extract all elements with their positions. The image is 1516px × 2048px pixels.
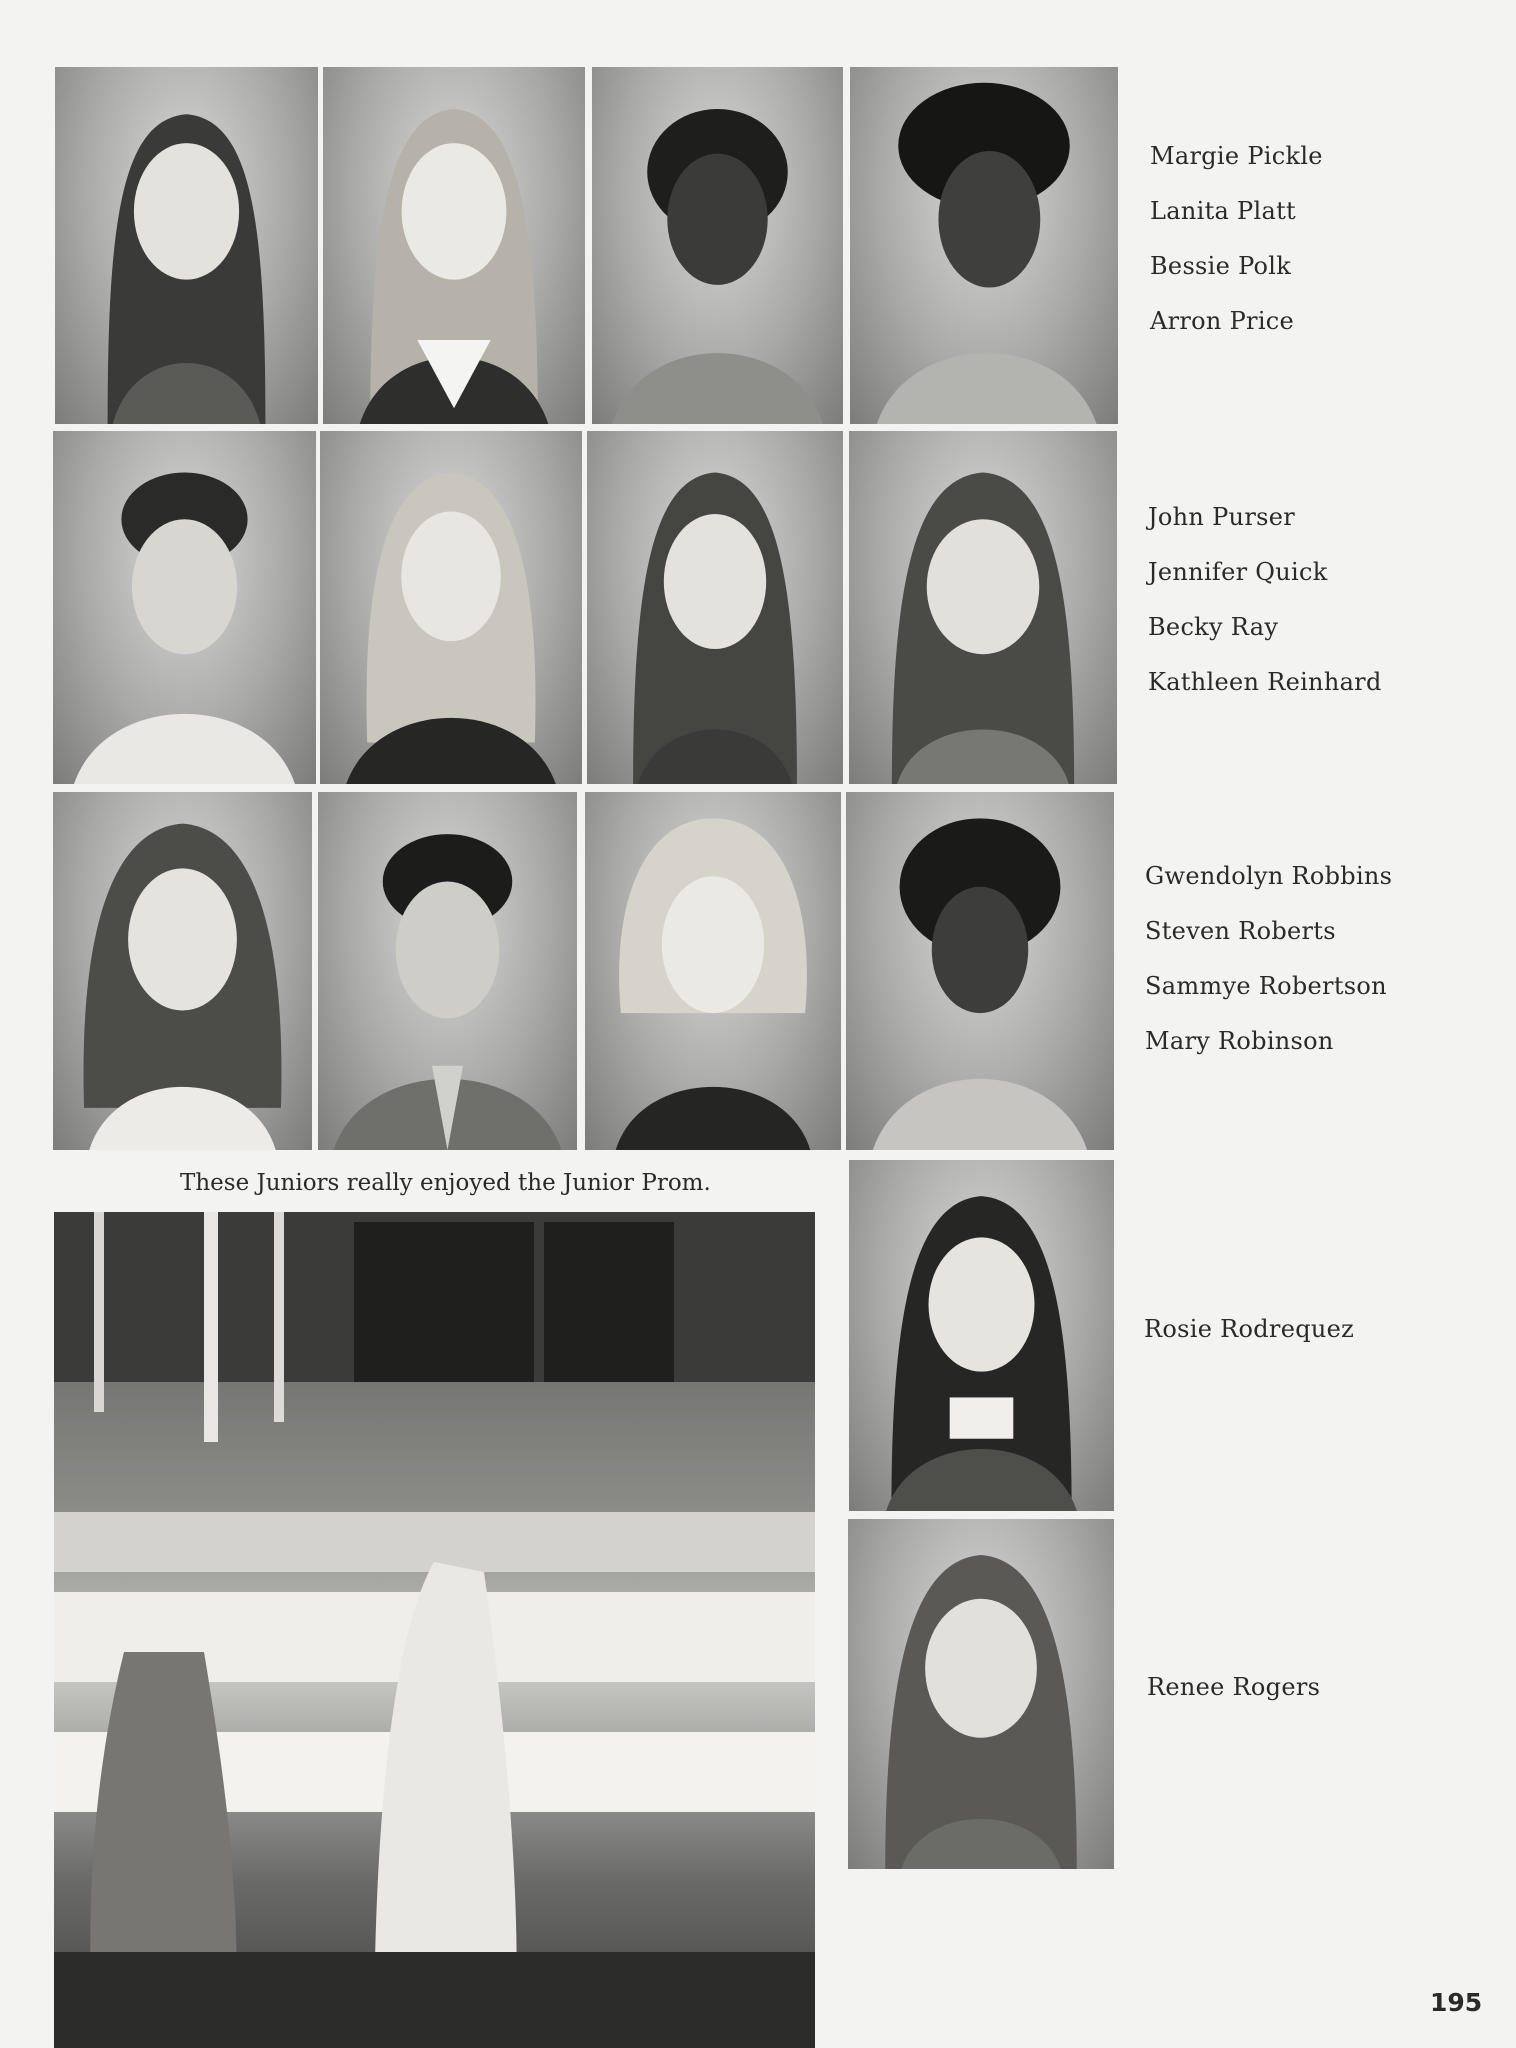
portrait-margie-pickle [55, 67, 318, 424]
name-single-rosie [1144, 1302, 1354, 1357]
name-lanita-platt: Lanita Platt [1150, 197, 1296, 225]
name-mary-robinson: Mary Robinson [1145, 1027, 1334, 1055]
name-list-row-1 [1150, 129, 1323, 349]
name-sammye-robertson: Sammye Robertson [1145, 972, 1387, 1000]
name-renee-rogers: Renee Rogers [1147, 1673, 1321, 1701]
portrait-arron-price [850, 67, 1118, 424]
name-bessie-polk: Bessie Polk [1150, 252, 1292, 280]
name-single-renee [1147, 1660, 1320, 1715]
portrait-rosie-rodrequez [849, 1160, 1114, 1511]
page-number: 195 [1430, 1988, 1483, 2017]
portrait-gwendolyn-robbins [53, 792, 312, 1150]
name-becky-ray: Becky Ray [1148, 613, 1279, 641]
name-rosie-rodrequez: Rosie Rodrequez [1144, 1315, 1355, 1343]
portrait-mary-robinson [846, 792, 1114, 1150]
name-margie-pickle: Margie Pickle [1150, 142, 1323, 170]
portrait-renee-rogers [848, 1519, 1114, 1869]
name-steven-roberts: Steven Roberts [1145, 917, 1336, 945]
portrait-jennifer-quick [320, 431, 582, 784]
prom-caption: These Juniors really enjoyed the Junior Prom. [180, 1170, 711, 1196]
portrait-bessie-polk [592, 67, 843, 424]
portrait-kathleen-reinhard [849, 431, 1117, 784]
name-kathleen-reinhard: Kathleen Reinhard [1148, 668, 1382, 696]
portrait-john-purser [53, 431, 316, 784]
portrait-lanita-platt [323, 67, 585, 424]
portrait-steven-roberts [318, 792, 577, 1150]
portrait-becky-ray [587, 431, 843, 784]
portrait-sammye-robertson [585, 792, 841, 1150]
name-john-purser: John Purser [1148, 503, 1295, 531]
junior-prom-photo [54, 1212, 815, 2048]
name-gwendolyn-robbins: Gwendolyn Robbins [1145, 862, 1393, 890]
name-jennifer-quick: Jennifer Quick [1148, 558, 1328, 586]
name-list-row-3 [1145, 849, 1392, 1069]
name-arron-price: Arron Price [1150, 307, 1295, 335]
name-list-row-2 [1148, 490, 1382, 710]
